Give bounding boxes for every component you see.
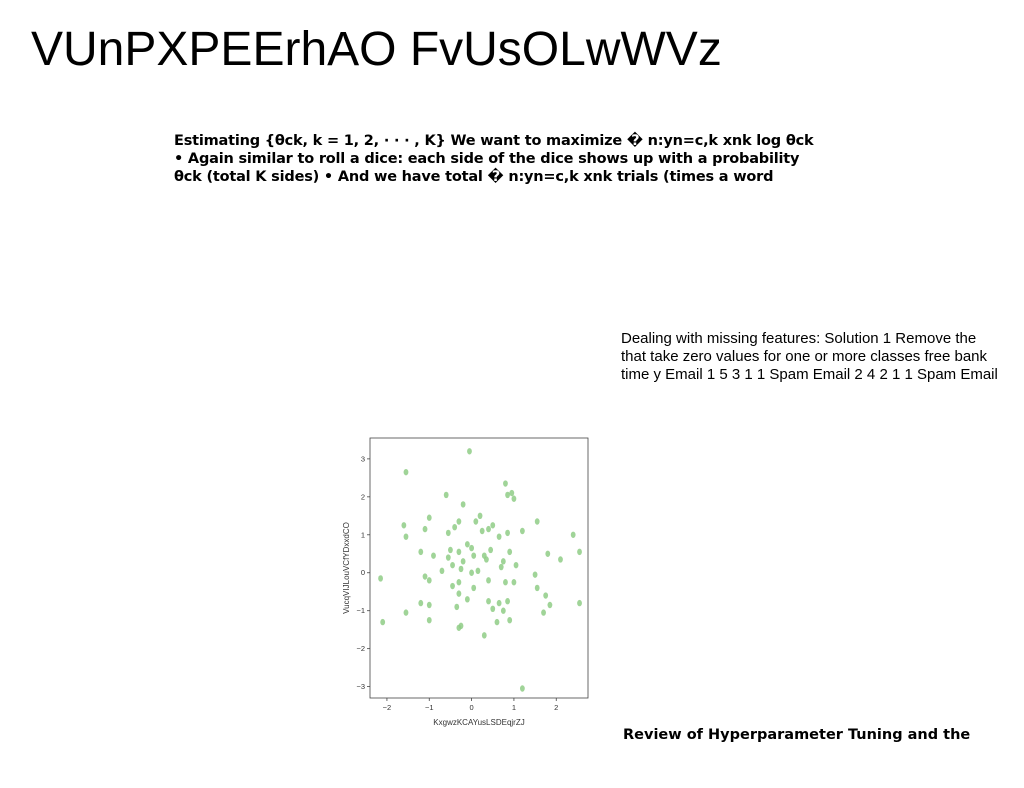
scatter-chart: [340, 432, 600, 732]
scatter-point: [503, 480, 508, 486]
scatter-point: [499, 564, 504, 570]
y-tick-label: −2: [356, 644, 365, 654]
scatter-point: [427, 617, 432, 623]
bold-text-line: Estimating {θck, k = 1, 2, · · · , K} We want to maximize � n:yn=c,k xnk log θck: [174, 133, 814, 149]
scatter-point: [512, 579, 517, 585]
y-tick-label: 3: [360, 454, 365, 464]
scatter-point: [482, 632, 487, 638]
scatter-point: [541, 609, 546, 615]
scatter-point: [467, 448, 472, 454]
scatter-point: [484, 556, 489, 562]
y-ticks: [356, 454, 370, 691]
x-ticks: [383, 698, 559, 712]
scatter-point: [509, 490, 514, 496]
scatter-point: [456, 549, 461, 555]
x-tick-label: −2: [382, 703, 392, 712]
scatter-point: [404, 533, 409, 539]
scatter-point: [444, 492, 449, 498]
scatter-point: [427, 577, 432, 583]
scatter-point: [478, 513, 483, 519]
scatter-point: [423, 526, 428, 532]
scatter-point: [456, 579, 461, 585]
scatter-point: [456, 590, 461, 596]
scatter-point: [473, 518, 478, 524]
scatter-point: [535, 585, 540, 591]
scatter-point: [404, 609, 409, 615]
scatter-point: [427, 602, 432, 608]
scatter-point: [543, 592, 548, 598]
scatter-point: [461, 558, 466, 564]
scatter-point: [488, 547, 493, 553]
scatter-point: [446, 554, 451, 560]
points-layer: [378, 448, 582, 692]
plain-text-block: [621, 330, 1021, 384]
scatter-point: [490, 606, 495, 612]
scatter-point: [465, 596, 470, 602]
scatter-point: [418, 600, 423, 606]
scatter-point: [505, 530, 510, 536]
y-tick-label: 2: [360, 492, 365, 502]
scatter-point: [427, 515, 432, 521]
bold-text-line: θck (total K sides) • And we have total � n:yn=c,k xnk trials (times a word: [174, 169, 774, 185]
scatter-point: [448, 547, 453, 553]
scatter-point: [471, 585, 476, 591]
plain-text-line: Dealing with missing features: Solution 1 Remove the: [621, 330, 977, 347]
scatter-point: [418, 549, 423, 555]
scatter-point: [486, 526, 491, 532]
scatter-point: [450, 583, 455, 589]
y-tick-label: 0: [360, 568, 365, 578]
y-tick-label: 1: [360, 530, 365, 540]
scatter-point: [497, 600, 502, 606]
x-tick-label: 0: [469, 703, 474, 712]
scatter-point: [507, 549, 512, 555]
scatter-point: [571, 532, 576, 538]
x-axis-label: KxgwzKCAYusLSDEqjrZJ: [433, 718, 525, 727]
scatter-point: [404, 469, 409, 475]
scatter-point: [577, 600, 582, 606]
scatter-point: [577, 549, 582, 555]
scatter-point: [454, 604, 459, 610]
x-tick-label: 2: [554, 703, 559, 712]
x-tick-label: 1: [511, 703, 517, 712]
scatter-point: [535, 518, 540, 524]
scatter-point: [495, 619, 500, 625]
scatter-point: [520, 528, 525, 534]
scatter-point: [440, 568, 445, 574]
scatter-point: [505, 492, 510, 498]
scatter-point: [507, 617, 512, 623]
footer-text: Review of Hyperparameter Tuning and the: [623, 727, 971, 743]
scatter-point: [423, 573, 428, 579]
scatter-point: [469, 570, 474, 576]
scatter-point: [520, 685, 525, 691]
scatter-point: [461, 501, 466, 507]
scatter-point: [512, 496, 517, 502]
scatter-point: [431, 552, 436, 558]
scatter-point: [471, 552, 476, 558]
scatter-point: [446, 530, 451, 536]
scatter-point: [533, 571, 538, 577]
scatter-point: [548, 602, 553, 608]
scatter-point: [378, 575, 383, 581]
scatter-point: [514, 562, 519, 568]
scatter-chart-svg: [340, 432, 600, 732]
scatter-point: [480, 528, 485, 534]
bold-text-block: [174, 132, 814, 186]
scatter-point: [505, 598, 510, 604]
scatter-point: [501, 558, 506, 564]
scatter-point: [469, 545, 474, 551]
page-title: VUnPXPEErhAO FvUsOLwWVz: [31, 23, 722, 76]
scatter-point: [476, 568, 481, 574]
plain-text-line: that take zero values for one or more classes free bank: [621, 348, 988, 365]
y-axis-label: VucqVIJLouVCfYDxxdCO: [342, 522, 351, 614]
scatter-point: [450, 562, 455, 568]
plain-text-line: time y Email 1 5 3 1 1 Spam Email 2 4 2 1 1 Spam Email: [621, 366, 998, 383]
y-tick-label: −3: [356, 682, 365, 692]
y-tick-label: −1: [356, 606, 365, 616]
bold-text-line: • Again similar to roll a dice: each side of the dice shows up with a probability: [174, 151, 800, 167]
scatter-point: [501, 608, 506, 614]
scatter-point: [497, 533, 502, 539]
scatter-point: [490, 522, 495, 528]
x-tick-label: −1: [424, 703, 434, 712]
scatter-point: [503, 579, 508, 585]
scatter-point: [459, 566, 464, 572]
scatter-point: [545, 551, 550, 557]
scatter-point: [401, 522, 406, 528]
scatter-point: [465, 541, 470, 547]
scatter-point: [456, 625, 461, 631]
scatter-point: [558, 556, 563, 562]
scatter-point: [380, 619, 385, 625]
scatter-point: [486, 577, 491, 583]
scatter-point: [452, 524, 457, 530]
scatter-point: [456, 518, 461, 524]
scatter-point: [486, 598, 491, 604]
